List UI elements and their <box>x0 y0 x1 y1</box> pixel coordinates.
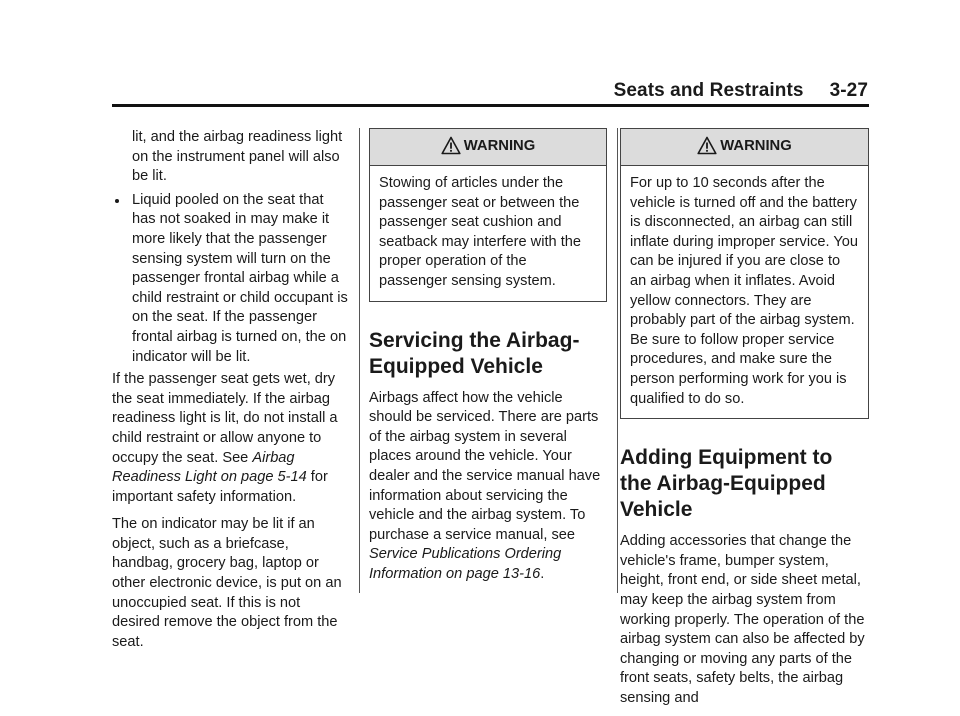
paragraph-text: If the passenger seat gets wet, dry the seat immediately. If the airbag readiness light is lit, do not install a child restraint or allow anyone to occupy the seat. See <box>112 371 338 466</box>
warning-header <box>621 129 868 166</box>
bullet-text: Liquid pooled on the seat that has not soaked in may make it more likely that the passenger sensing system will turn on the passenger frontal airbag while a child restraint or child occupant is on the seat. If the passenger frontal airbag is turned on, the on indicator will be lit. <box>132 191 348 365</box>
header-rule <box>112 104 869 107</box>
page-header <box>614 80 868 102</box>
column-3 <box>620 128 869 716</box>
cross-reference-link[interactable]: Service Publications Ordering Information on page 13-16 <box>369 546 562 582</box>
warning-triangle-icon <box>697 136 717 156</box>
paragraph-text: for important safety information. <box>112 469 328 505</box>
page-number: 3-27 <box>829 80 868 101</box>
bullet-icon <box>115 199 119 203</box>
paragraph: The on indicator may be lit if an object, such as a briefcase, handbag, grocery bag, laptop or other electronic device, is put on an unoccupied seat. If this is not desired remove the object from the seat. <box>112 516 342 650</box>
paragraph-text: Airbags affect how the vehicle should be serviced. There are parts of the airbag system in several places around the vehicle. Your dealer and the service manual have information about servicing the vehicle and the airbag system. To purchase a service manual, see <box>369 389 601 543</box>
paragraph <box>369 389 607 585</box>
warning-title: WARNING <box>720 138 792 155</box>
column-divider-1 <box>359 128 360 593</box>
column-divider-2 <box>617 128 618 593</box>
cross-reference-link[interactable]: Airbag Readiness Light on page 5-14 <box>112 449 307 486</box>
section-title: Seats and Restraints <box>613 80 804 101</box>
paragraph: Adding accessories that change the vehicle's frame, bumper system, height, front end, or side sheet metal, may keep the airbag system from working properly. The operation of the airbag system can also be affected by changing or moving any parts of the front seats, safety belts, the airbag sensing and <box>620 533 865 706</box>
list-item <box>112 191 348 367</box>
warning-box <box>369 128 607 302</box>
warning-box <box>620 128 869 419</box>
warning-triangle-icon <box>441 136 461 156</box>
section-heading: Adding Equipment to the Airbag-Equipped Vehicle <box>620 446 833 522</box>
warning-title: WARNING <box>463 138 536 155</box>
column-2 <box>369 128 607 593</box>
continuation-text: lit, and the airbag readiness light on the instrument panel will also be lit. <box>132 129 343 185</box>
warning-text: Stowing of articles under the passenger seat or between the passenger seat cushion and seatback may interfere with the proper operation of the passenger sensing system. <box>379 175 581 289</box>
warning-text: For up to 10 seconds after the vehicle is turned off and the battery is disconnected, an airbag can still inflate during improper service. You can be injured if you are close to an airbag when it inflates. Avoid yellow connectors. They are probably part of the airbag system. Be sure to follow proper service procedures, and make sure the person performing work for you is qualified to do so. <box>630 175 858 407</box>
section-heading: Servicing the Airbag-Equipped Vehicle <box>369 328 580 378</box>
column-1 <box>112 128 348 660</box>
paragraph-text: . <box>540 565 545 582</box>
paragraph <box>112 370 348 507</box>
warning-header <box>370 129 606 166</box>
